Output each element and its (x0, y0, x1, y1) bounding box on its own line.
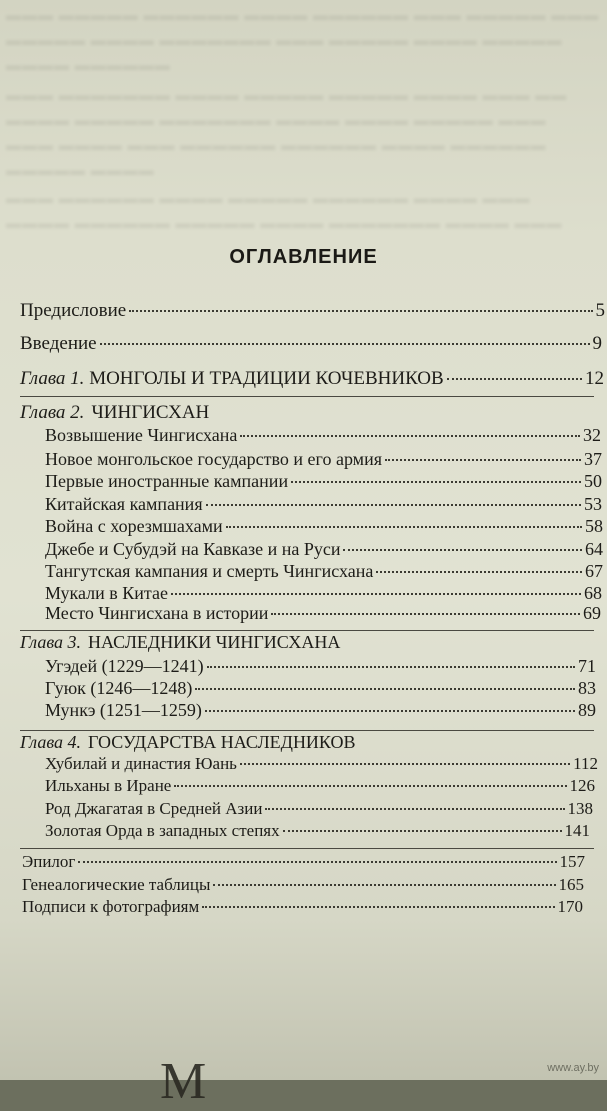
toc-sub-entry (45, 583, 602, 604)
leader-dots (213, 884, 555, 886)
show-through-texture: ▬▬▬ ▬▬▬▬ ▬▬▬ ▬▬▬▬▬▬ ▬▬▬▬▬▬ ▬▬▬▬ ▬▬▬▬▬▬ (6, 138, 547, 154)
show-through-texture: ▬▬▬▬ ▬▬▬▬▬▬ (6, 58, 171, 74)
show-through-texture: ▬▬▬ ▬▬▬▬▬ ▬▬▬▬▬▬ ▬▬▬▬ ▬▬▬▬▬▬ ▬▬▬ ▬▬▬▬▬ ▬▬▬ (6, 8, 600, 24)
toc-entry-page: 170 (557, 897, 583, 916)
toc-entry-page: 112 (573, 754, 598, 773)
leader-dots (226, 526, 582, 528)
leader-dots (100, 343, 590, 345)
toc-entry-label: Род Джагатая в Средней Азии (45, 799, 263, 818)
toc-entry-label: Хубилай и династия Юань (45, 754, 237, 773)
chapter-3-heading (20, 632, 340, 653)
toc-entry-page: 68 (584, 583, 602, 603)
divider-line (20, 630, 594, 631)
chapter-number: Глава 3. (20, 632, 82, 652)
toc-entry-chapter-1 (20, 368, 604, 390)
toc-entry-label: Предисловие (20, 300, 127, 321)
toc-entry-page: 69 (583, 603, 601, 623)
leader-dots (240, 763, 570, 765)
toc-entry-page: 37 (584, 449, 602, 469)
leader-dots (78, 861, 556, 863)
toc-entry-label: Новое монгольское государство и его армия (45, 449, 382, 469)
watermark: www.ay.by (547, 1062, 599, 1074)
toc-entry-page: 58 (585, 516, 603, 536)
leader-dots (385, 459, 581, 461)
chapter-title: НАСЛЕДНИКИ ЧИНГИСХАНА (88, 632, 341, 652)
toc-sub-entry (45, 754, 598, 774)
toc-entry-label: Введение (20, 333, 97, 354)
divider-line (20, 396, 594, 397)
toc-entry-page: 138 (567, 799, 593, 818)
show-through-texture: ▬▬▬▬▬ ▬▬▬▬ (6, 163, 155, 179)
toc-sub-entry (45, 678, 596, 699)
toc-entry-label: Джебе и Субудэй на Кавказе и на Руси (45, 539, 341, 559)
leader-dots (291, 481, 581, 483)
toc-entry-preface (20, 300, 605, 322)
toc-sub-entry (45, 656, 596, 677)
toc-sub-entry (45, 539, 603, 560)
toc-entry-label: Ильханы в Иране (45, 776, 172, 795)
leader-dots (207, 666, 575, 668)
toc-sub-entry (45, 561, 603, 582)
toc-entry-photo-captions (22, 897, 583, 917)
toc-entry-page: 141 (564, 821, 590, 840)
toc-entry-label: Возвышение Чингисхана (45, 425, 238, 445)
chapter-title: ГОСУДАРСТВА НАСЛЕДНИКОВ (88, 732, 356, 752)
leader-dots (265, 808, 564, 810)
toc-entry-page: 9 (592, 333, 602, 354)
toc-entry-label: Мукали в Китае (45, 583, 168, 603)
divider-line (20, 730, 594, 731)
show-through-texture: ▬▬▬ ▬▬▬▬▬▬▬ ▬▬▬▬ ▬▬▬▬▬ ▬▬▬▬▬ ▬▬▬▬ ▬▬▬ ▬▬ (6, 88, 568, 104)
toc-entry-label: Подписи к фотографиям (22, 897, 200, 916)
chapter-number: Глава 1. (20, 368, 85, 389)
chapter-number: Глава 4. (20, 732, 82, 752)
toc-entry-page: 83 (578, 678, 596, 698)
toc-entry-label: Китайская кампания (45, 494, 203, 514)
toc-entry-page: 165 (558, 875, 584, 894)
leader-dots (343, 549, 582, 551)
toc-entry-page: 5 (595, 300, 605, 321)
toc-sub-entry (45, 603, 601, 624)
toc-entry-page: 64 (585, 539, 603, 559)
leader-dots (283, 830, 562, 832)
toc-sub-entry (45, 799, 593, 819)
leader-dots (195, 688, 575, 690)
toc-entry-label: Война с хорезмшахами (45, 516, 223, 536)
chapter-title: ЧИНГИСХАН (91, 402, 210, 423)
toc-entry-label: Тангутская кампания и смерть Чингисхана (45, 561, 374, 581)
show-through-texture: ▬▬▬▬▬ ▬▬▬▬ ▬▬▬▬▬▬▬ ▬▬▬ ▬▬▬▬▬ ▬▬▬▬ ▬▬▬▬▬ (6, 33, 563, 49)
chapter-4-heading (20, 732, 356, 753)
toc-entry-page: 32 (583, 425, 601, 445)
divider-line (20, 848, 594, 849)
toc-entry-label: Генеалогические таблицы (22, 875, 211, 894)
leader-dots (174, 785, 566, 787)
show-through-texture: ▬▬▬▬ ▬▬▬▬▬▬ ▬▬▬▬▬ ▬▬▬▬ ▬▬▬▬▬▬▬ ▬▬▬▬ ▬▬▬ (6, 216, 563, 232)
toc-entry-page: 12 (585, 368, 604, 389)
toc-entry-page: 89 (578, 700, 596, 720)
show-through-texture: ▬▬▬▬ ▬▬▬▬▬ ▬▬▬▬▬▬▬ ▬▬▬▬ ▬▬▬▬ ▬▬▬▬▬ ▬▬▬ (6, 113, 547, 129)
toc-entry-label: Первые иностранные кампании (45, 471, 289, 491)
toc-sub-entry (45, 471, 602, 492)
show-through-texture: ▬▬▬ ▬▬▬▬▬▬ ▬▬▬▬ ▬▬▬▬▬ ▬▬▬▬▬▬ ▬▬▬▬ ▬▬▬ (6, 191, 531, 207)
toc-entry-label: Гуюк (1246—1248) (45, 678, 193, 698)
toc-entry-page: 53 (584, 494, 602, 514)
toc-entry-genealogy (22, 875, 584, 895)
bottom-cut-off-letter: М (160, 1053, 207, 1110)
toc-entry-page: 126 (569, 776, 595, 795)
leader-dots (240, 435, 580, 437)
toc-entry-intro (20, 333, 602, 355)
toc-sub-entry (45, 776, 595, 796)
leader-dots (447, 378, 582, 380)
toc-sub-entry (45, 425, 601, 446)
chapter-2-heading (20, 402, 209, 424)
toc-entry-label: Место Чингисхана в истории (45, 603, 269, 623)
toc-sub-entry (45, 449, 602, 470)
toc-entry-page: 50 (584, 471, 602, 491)
leader-dots (206, 504, 581, 506)
toc-entry-page: 157 (559, 852, 585, 871)
toc-entry-page: 71 (578, 656, 596, 676)
leader-dots (271, 613, 580, 615)
chapter-title: МОНГОЛЫ И ТРАДИЦИИ КОЧЕВНИКОВ (89, 368, 444, 389)
leader-dots (376, 571, 582, 573)
toc-entry-label: Золотая Орда в западных степях (45, 821, 280, 840)
toc-sub-entry (45, 821, 590, 841)
toc-entry-epilogue (22, 852, 585, 872)
leader-dots (171, 593, 581, 595)
toc-heading: ОГЛАВЛЕНИЕ (229, 246, 378, 268)
toc-sub-entry (45, 494, 602, 515)
leader-dots (129, 310, 592, 312)
leader-dots (205, 710, 575, 712)
toc-sub-entry (45, 700, 596, 721)
toc-entry-label: Мункэ (1251—1259) (45, 700, 202, 720)
toc-entry-label: Угэдей (1229—1241) (45, 656, 204, 676)
toc-sub-entry (45, 516, 603, 537)
chapter-number: Глава 2. (20, 402, 85, 423)
leader-dots (202, 906, 554, 908)
toc-entry-page: 67 (585, 561, 603, 581)
toc-entry-label: Эпилог (22, 852, 76, 871)
